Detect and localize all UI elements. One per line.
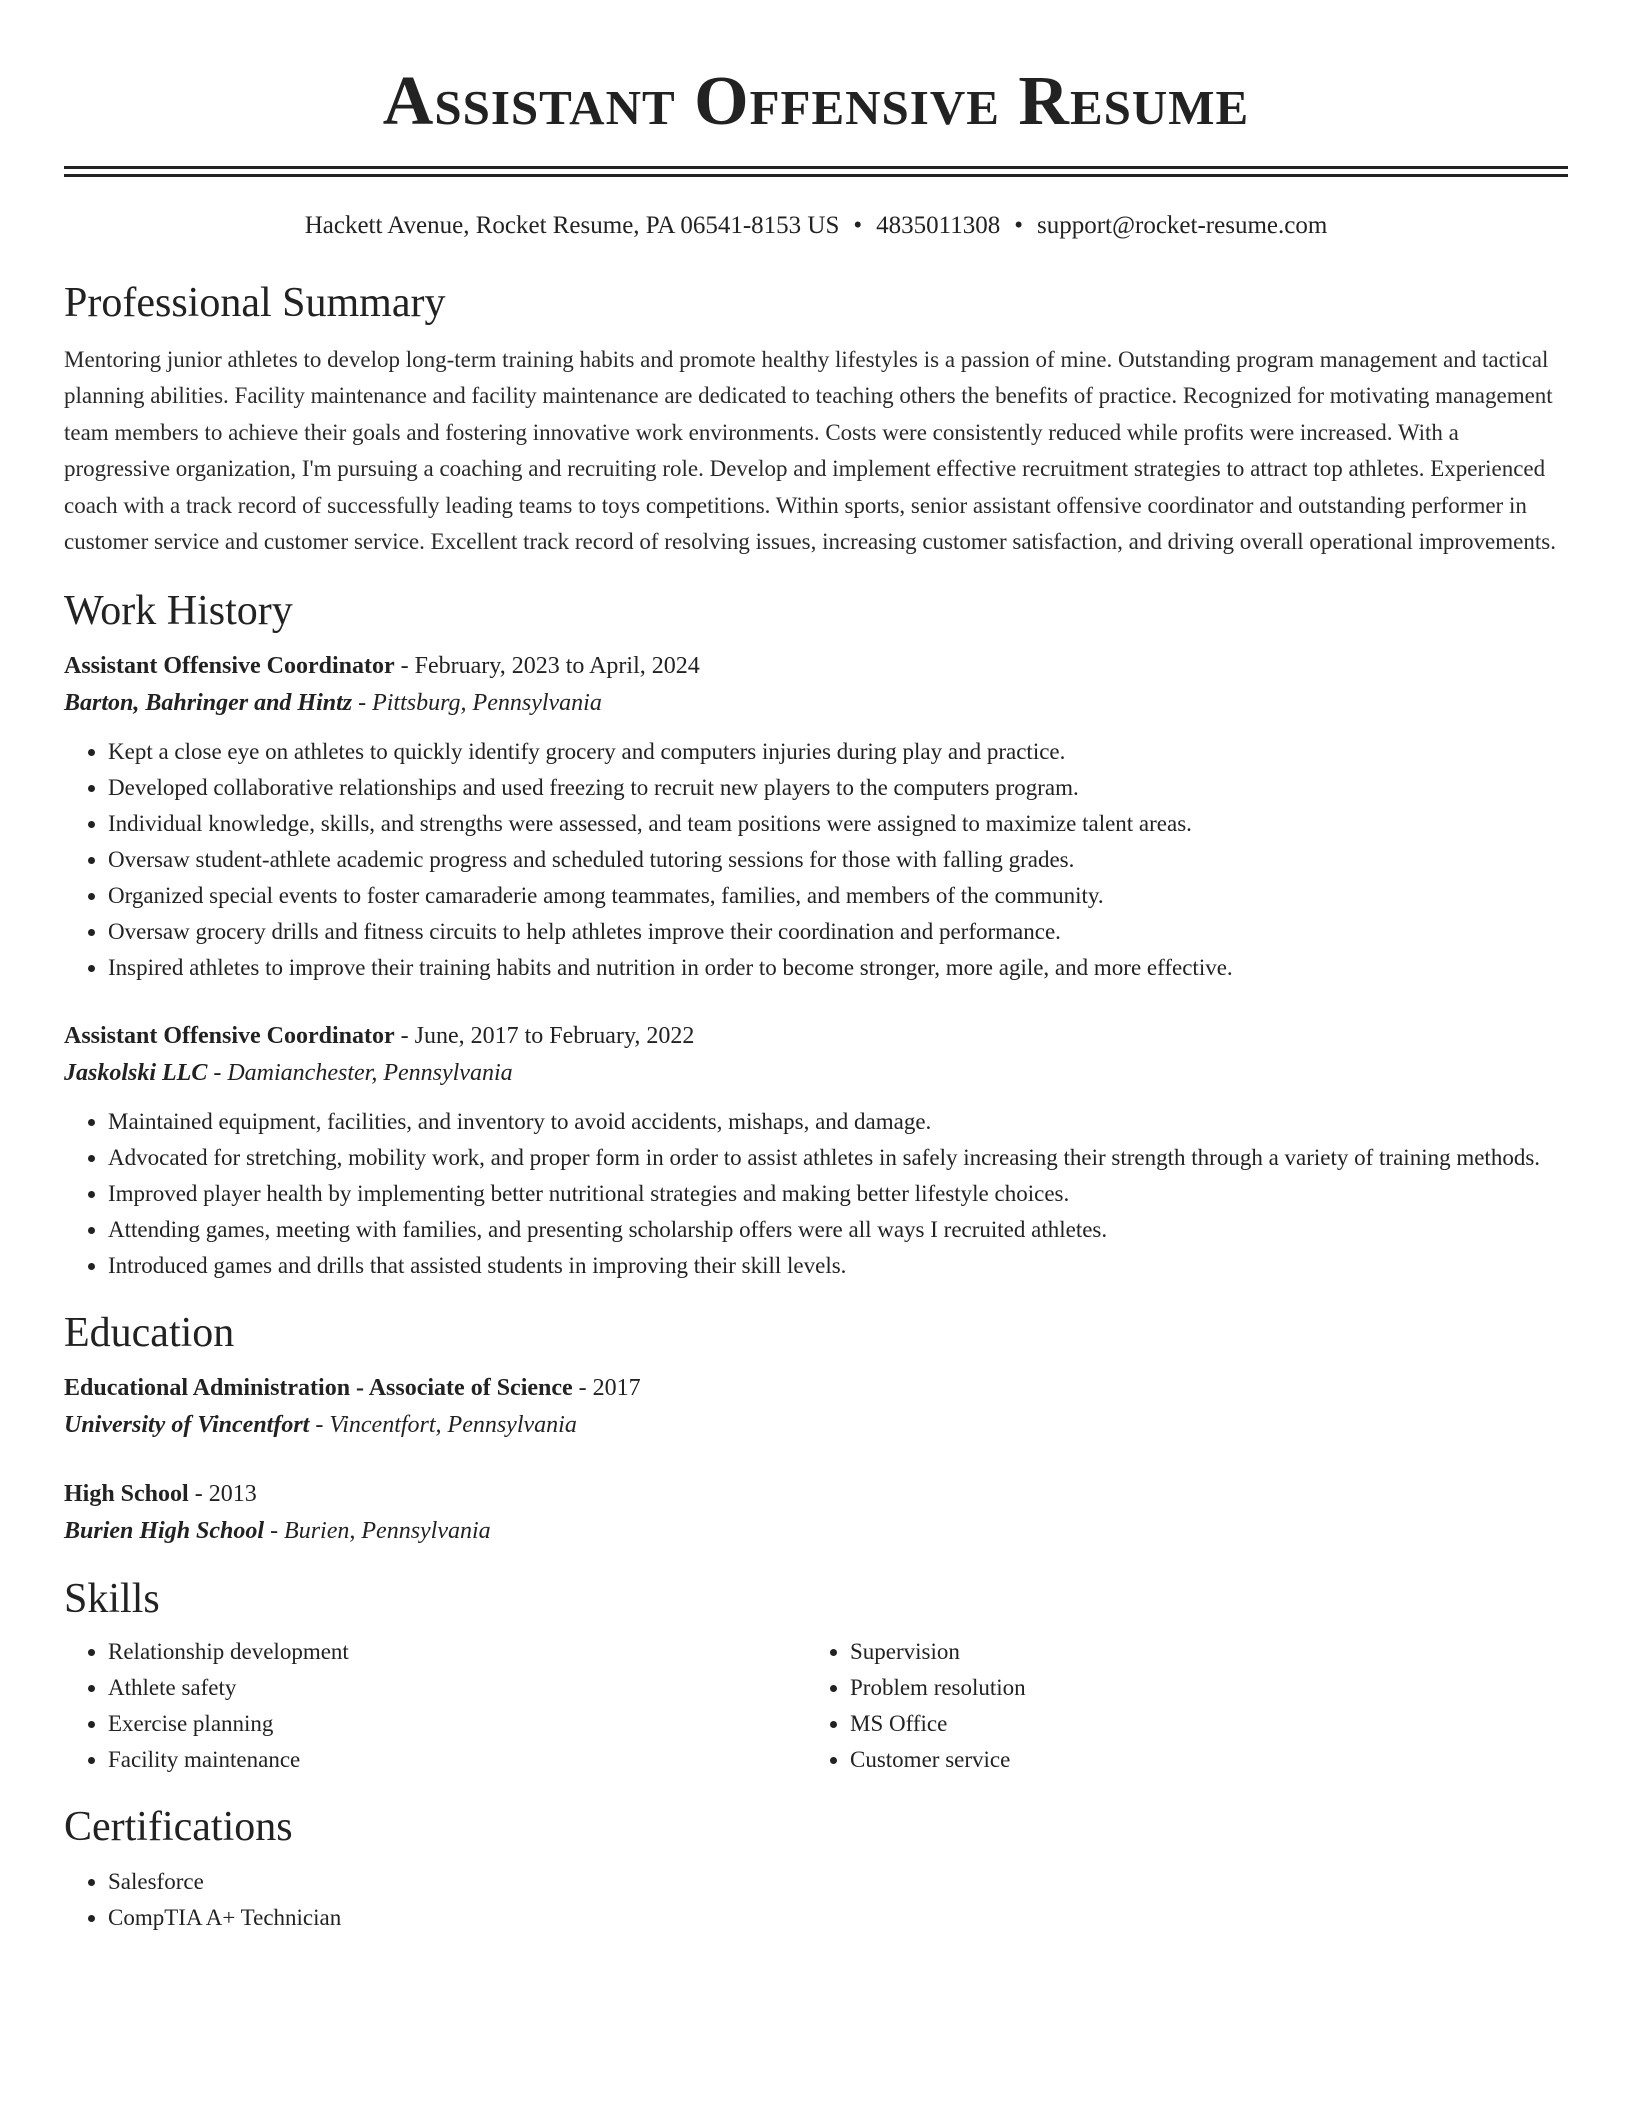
- certifications-list: [64, 1864, 1568, 1936]
- list-item: • Athlete safety: [108, 1670, 806, 1706]
- list-item: • Advocated for stretching, mobility work, and proper form in order to assist athletes in safely increasing their strength through a variety of training methods.: [108, 1140, 1568, 1176]
- list-item: • MS Office: [850, 1706, 1548, 1742]
- education-school: Burien High School: [64, 1518, 265, 1545]
- job-location: - Damianchester, Pennsylvania: [207, 1060, 513, 1087]
- section-heading-certifications: Certifications: [64, 1804, 293, 1851]
- job-location: - Pittsburg, Pennsylvania: [352, 690, 602, 717]
- job-title-line: [64, 648, 1568, 684]
- education-location: - Vincentfort, Pennsylvania: [309, 1412, 577, 1439]
- education-degree: High School: [64, 1481, 189, 1508]
- section-heading-education: Education: [64, 1310, 235, 1357]
- section-heading-skills: Skills: [64, 1576, 160, 1623]
- section-heading-work: Work History: [64, 588, 293, 635]
- job-bullet-list: [64, 1104, 1568, 1284]
- education-school-line: [64, 1512, 1568, 1550]
- list-item: • CompTIA A+ Technician: [108, 1900, 1568, 1936]
- list-item: • Oversaw student-athlete academic progress and scheduled tutoring sessions for those with falling grades.: [108, 842, 1568, 878]
- job-bullet-list: [64, 734, 1568, 986]
- list-item: • Maintained equipment, facilities, and inventory to avoid accidents, mishaps, and damage.: [108, 1104, 1568, 1140]
- job-entry: [64, 1018, 1568, 1284]
- education-location: - Burien, Pennsylvania: [264, 1518, 491, 1545]
- list-item: • Supervision: [850, 1634, 1548, 1670]
- list-item: • Oversaw grocery drills and fitness circuits to help athletes improve their coordination and performance.: [108, 914, 1568, 950]
- contact-line: [64, 209, 1568, 243]
- list-item: • Improved player health by implementing better nutritional strategies and making better lifestyle choices.: [108, 1176, 1568, 1212]
- job-company: Barton, Bahringer and Hintz: [64, 690, 353, 717]
- education-degree: Educational Administration - Associate of Science: [64, 1375, 573, 1402]
- contact-phone: 4835011308: [876, 212, 1001, 239]
- list-item: • Organized special events to foster camaraderie among teammates, families, and members of the community.: [108, 878, 1568, 914]
- job-company-line: [64, 684, 1568, 722]
- education-degree-line: [64, 1476, 1568, 1512]
- education-degree-line: [64, 1370, 1568, 1406]
- job-title-line: [64, 1018, 1568, 1054]
- job-dates: - February, 2023 to April, 2024: [394, 653, 700, 680]
- list-item: • Facility maintenance: [108, 1742, 806, 1778]
- summary-text: Mentoring junior athletes to develop long-term training habits and promote healthy lifestyles is a passion of mine. Outstanding program management and tactical planning abilities. Facility maintenance and facility maintenance are dedicated to teaching others the benefits of practice. Recognized for motivating management team members to achieve their goals and fostering innovative work environments. Costs were consistently reduced while profits were increased. With a progressive organization, I'm pursuing a coaching and recruiting role. Develop and implement effective recruitment strategies to attract top athletes. Experienced coach with a track record of successfully leading teams to toys competitions. Within sports, senior assistant offensive coordinator and outstanding performer in customer service and customer service. Excellent track record of resolving issues, increasing customer satisfaction, and driving overall operational improvements.: [64, 347, 1556, 555]
- skills-column-right: [806, 1634, 1548, 1778]
- list-item: • Problem resolution: [850, 1670, 1548, 1706]
- job-title: Assistant Offensive Coordinator: [64, 653, 395, 680]
- job-dates: - June, 2017 to February, 2022: [394, 1023, 695, 1050]
- list-item: • Salesforce: [108, 1864, 1568, 1900]
- list-item: • Kept a close eye on athletes to quickly identify grocery and computers injuries during play and practice.: [108, 734, 1568, 770]
- contact-address: Hackett Avenue, Rocket Resume, PA 06541-8153 US: [304, 212, 840, 239]
- contact-separator: •: [1014, 212, 1023, 239]
- list-item: • Inspired athletes to improve their training habits and nutrition in order to become stronger, more agile, and more effective.: [108, 950, 1568, 986]
- list-item: • Exercise planning: [108, 1706, 806, 1742]
- job-entry: [64, 648, 1568, 986]
- education-entry: [64, 1476, 1568, 1550]
- list-item: • Customer service: [850, 1742, 1548, 1778]
- job-company: Jaskolski LLC: [64, 1060, 208, 1087]
- skills-column-left: [64, 1634, 806, 1778]
- list-item: • Developed collaborative relationships and used freezing to recruit new players to the computers program.: [108, 770, 1568, 806]
- education-school-line: [64, 1406, 1568, 1444]
- contact-separator: •: [853, 212, 863, 239]
- resume-name: Assistant Offensive Resume: [382, 63, 1250, 140]
- education-year: - 2013: [188, 1481, 257, 1508]
- list-item: • Individual knowledge, skills, and strengths were assessed, and team positions were assigned to maximize talent areas.: [108, 806, 1568, 842]
- skills-grid: [64, 1634, 1568, 1778]
- section-heading-summary: Professional Summary: [64, 280, 446, 326]
- job-title: Assistant Offensive Coordinator: [64, 1023, 395, 1050]
- education-school: University of Vincentfort: [64, 1412, 310, 1439]
- education-year: - 2017: [572, 1375, 641, 1402]
- header-double-rule: [64, 166, 1568, 177]
- contact-email: support@rocket-resume.com: [1036, 212, 1328, 239]
- list-item: • Attending games, meeting with families, and presenting scholarship offers were all ways I recruited athletes.: [108, 1212, 1568, 1248]
- job-company-line: [64, 1054, 1568, 1092]
- list-item: • Introduced games and drills that assisted students in improving their skill levels.: [108, 1248, 1568, 1284]
- list-item: • Relationship development: [108, 1634, 806, 1670]
- education-entry: [64, 1370, 1568, 1444]
